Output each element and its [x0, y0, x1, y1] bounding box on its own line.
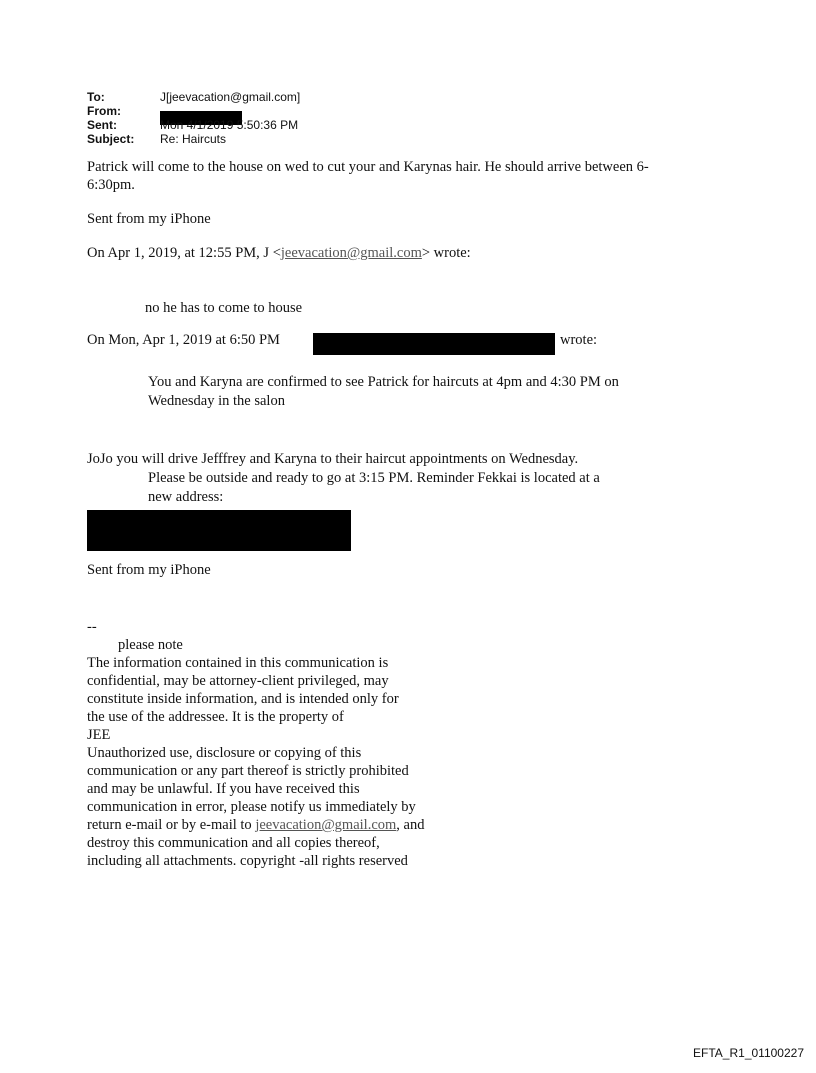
signature: Sent from my iPhone	[87, 211, 211, 227]
subject-value: Re: Haircuts	[160, 132, 227, 146]
body-line: 6:30pm.	[87, 177, 135, 193]
quoted-line: Wednesday in the salon	[148, 393, 285, 409]
body-line: new address:	[148, 489, 224, 505]
disclaimer-line: including all attachments. copyright -all rights reserved	[87, 853, 408, 869]
sent-label: Sent:	[87, 118, 117, 132]
email-suffix: , and	[396, 817, 425, 833]
email-link[interactable]: jeevacation@gmail.com	[255, 817, 397, 833]
disclaimer-line: Unauthorized use, disclosure or copying of this	[87, 745, 362, 761]
disclaimer-line: JEE	[87, 727, 111, 743]
quote-header-2: On Mon, Apr 1, 2019 at 6:50 PM	[87, 332, 280, 348]
redaction-address	[87, 510, 351, 551]
document-id: EFTA_R1_01100227	[693, 1046, 804, 1060]
subject-label: Subject:	[87, 132, 135, 146]
body-line: JoJo you will drive Jefffrey and Karyna to their haircut appointments on Wednesday.	[87, 451, 579, 467]
body-line: Patrick will come to the house on wed to cut your and Karynas hair. He should arrive between 6-	[87, 159, 649, 175]
signature: Sent from my iPhone	[87, 562, 211, 578]
to-label: To:	[87, 90, 105, 104]
redaction-sender	[313, 333, 555, 355]
quote-header	[87, 244, 471, 262]
quote-suffix-2: wrote:	[560, 332, 598, 348]
disclaimer	[87, 618, 424, 870]
disclaimer-line: destroy this communication and all copies thereof,	[87, 835, 380, 851]
from-label: From:	[87, 104, 121, 118]
quote-prefix: On Apr 1, 2019, at 12:55 PM, J <	[87, 245, 281, 261]
body-line: Please be outside and ready to go at 3:15 PM. Reminder Fekkai is located at a	[148, 470, 600, 486]
email-prefix: return e-mail or by e-mail to	[87, 817, 256, 833]
disclaimer-line: communication or any part thereof is strictly prohibited	[87, 763, 409, 779]
disclaimer-line	[87, 816, 424, 834]
email-link[interactable]: jeevacation@gmail.com	[280, 245, 422, 261]
sent-value: Mon 4/1/2019 5:50:36 PM	[160, 118, 299, 132]
disclaimer-line: and may be unlawful. If you have received this	[87, 781, 360, 797]
disclaimer-line: The information contained in this communication is	[87, 655, 389, 671]
disclaimer-line: the use of the addressee. It is the property of	[87, 709, 344, 725]
disclaimer-line: constitute inside information, and is intended only for	[87, 691, 399, 707]
quote-suffix: > wrote:	[421, 245, 471, 261]
disclaimer-line: communication in error, please notify us immediately by	[87, 799, 416, 815]
to-value: J[jeevacation@gmail.com]	[160, 90, 301, 104]
reply-text: no he has to come to house	[145, 300, 303, 316]
disclaimer-line: confidential, may be attorney-client privileged, may	[87, 673, 389, 689]
separator: --	[87, 619, 97, 635]
quoted-line: You and Karyna are confirmed to see Patrick for haircuts at 4pm and 4:30 PM on	[148, 374, 619, 390]
note: please note	[118, 637, 183, 653]
